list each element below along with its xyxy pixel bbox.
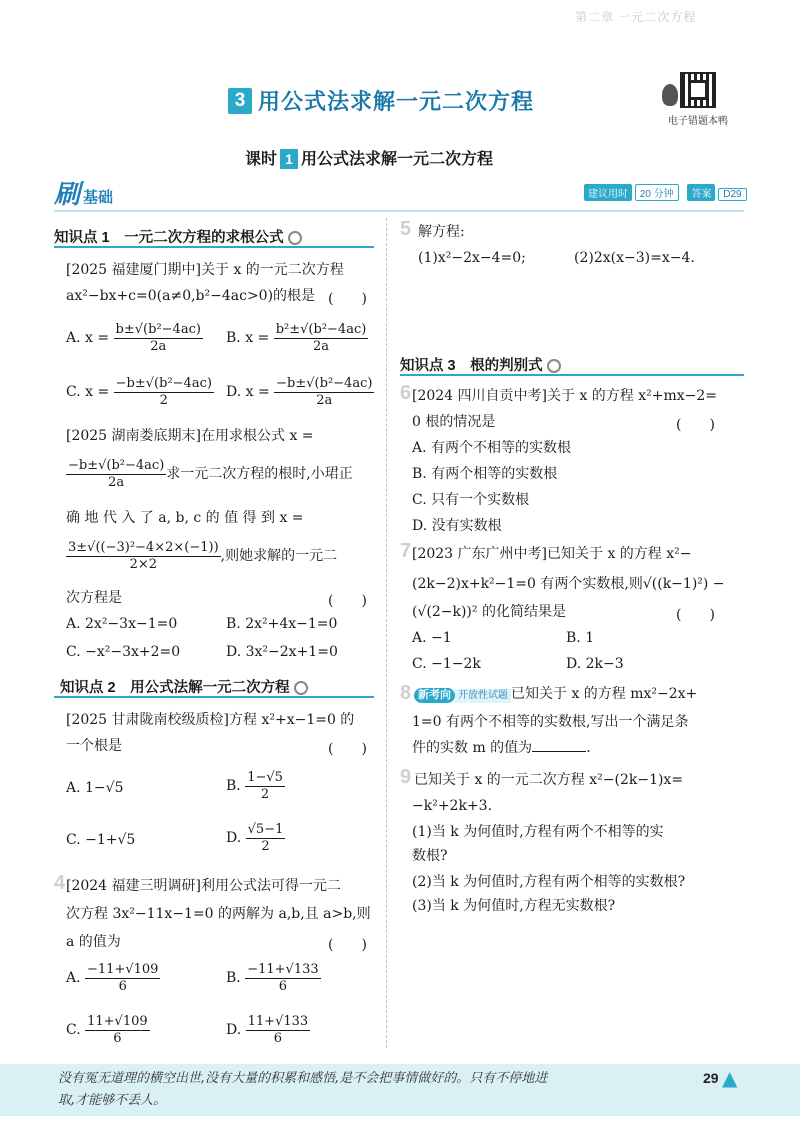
pin-icon <box>547 359 561 373</box>
q6-line2: 0 根的情况是 <box>412 414 496 430</box>
column-divider <box>386 218 387 1048</box>
q8-line1: 新考向 开放性试题 已知关于 x 的方程 mx²−2x+ <box>414 686 697 703</box>
q9-number: 9 <box>400 766 412 788</box>
footer-quote <box>58 1068 547 1112</box>
q3-line1: [2025 甘肃陇南校级质检]方程 x²+x−1=0 的 <box>66 712 355 728</box>
kp3-title: 知识点 3 根的判别式 <box>400 354 561 375</box>
q5-line1: 解方程: <box>418 224 465 240</box>
q1-option-a[interactable]: A. x = $\frac{\text{b±√(b²−4ac)}}{2a}$ <box>66 322 201 354</box>
q1-option-d[interactable]: D. x = $\frac{\text{−b±√(b²−4ac)}}{2a}$ <box>226 376 373 408</box>
q6-line1: [2024 四川自贡中考]关于 x 的方程 x²+mx−2= <box>412 388 718 404</box>
time-label: 建议用时 <box>584 184 632 201</box>
badge-new-direction: 新考向 <box>414 688 455 703</box>
q5-number: 5 <box>400 218 412 240</box>
kp2-underline <box>54 696 374 698</box>
q9-part2: (2)当 k 为何值时,方程有两个相等的实数根? <box>412 874 686 890</box>
kp3-underline <box>400 374 744 376</box>
q1-line1: [2025 福建厦门期中]关于 x 的一元二次方程 <box>66 262 344 278</box>
q2-answer-paren[interactable]: ( ) <box>328 593 367 609</box>
q2-option-a[interactable]: A. 2x²−3x−1=0 <box>66 616 178 632</box>
q2-line3: 确 地 代 入 了 a, b, c 的 值 得 到 x = <box>66 510 304 526</box>
q6-option-c[interactable]: C. 只有一个实数根 <box>412 492 530 508</box>
q5-part2: (2)2x(x−3)=x−4. <box>574 250 695 266</box>
q7-line2: (2k−2)x+k²−1=0 有两个实数根,则√((k−1)²) − <box>412 576 725 592</box>
mascot-icon <box>662 84 678 106</box>
answer-label: 答案 <box>687 184 715 201</box>
q2-line2: $\frac{\text{−b±√(b²−4ac)}}{2a}$ 求一元二次方程的根时,小珺正 <box>68 458 353 490</box>
q2-line4: $\frac{\text{3±√((−3)²−4×2×(−1))}}{2\times 2}$ ,则她求解的一元二 <box>68 540 338 572</box>
q3-option-a[interactable]: A. 1−√5 <box>66 780 124 796</box>
q8-number: 8 <box>400 682 412 704</box>
page-number: 29 <box>703 1070 719 1086</box>
q6-option-b[interactable]: B. 有两个相等的实数根 <box>412 466 558 482</box>
q1-option-b[interactable]: B. x = $\frac{\text{b²±√(b²−4ac)}}{2a}$ <box>226 322 367 354</box>
q7-answer-paren[interactable]: ( ) <box>676 607 715 623</box>
q7-line1: [2023 广东广州中考]已知关于 x 的方程 x²− <box>412 546 692 562</box>
pin-icon <box>294 681 308 695</box>
q4-option-a[interactable]: A. $\frac{-11+√109}{6}$ <box>66 962 159 994</box>
page-decoration-icon: ▲ <box>722 1066 738 1090</box>
q5-part1: (1)x²−2x−4=0; <box>418 250 526 266</box>
badge-open-question: 开放性试题 <box>455 689 511 703</box>
q2-option-b[interactable]: B. 2x²+4x−1=0 <box>226 616 338 632</box>
q7-line3: (√(2−k))² 的化简结果是 <box>412 604 566 620</box>
section-number: 3 <box>228 88 252 114</box>
footer-quote-line1: 没有冤无道理的横空出世,没有大量的积累和感悟,是不会把事情做好的。只有不停地进 <box>58 1071 548 1086</box>
header-band <box>54 210 744 212</box>
q2-option-d[interactable]: D. 3x²−2x+1=0 <box>226 644 338 660</box>
q7-number: 7 <box>400 540 412 562</box>
q1-line2: ax²−bx+c=0(a≠0,b²−4ac>0)的根是 <box>66 288 316 304</box>
q4-option-d[interactable]: D. $\frac{11+√133}{6}$ <box>226 1014 309 1046</box>
q9-line1: 已知关于 x 的一元二次方程 x²−(2k−1)x= <box>414 772 684 788</box>
q1-option-c[interactable]: C. x = $\frac{\text{−b±√(b²−4ac)}}{2}$ <box>66 376 212 408</box>
qr-code-icon[interactable] <box>680 72 716 108</box>
q4-line1: [2024 福建三明调研]利用公式法可得一元二 <box>66 878 342 894</box>
q3-option-d[interactable]: D. $\frac{√5-1}{2}$ <box>226 822 284 854</box>
q6-number: 6 <box>400 382 412 404</box>
q9-part1a: (1)当 k 为何值时,方程有两个不相等的实 <box>412 824 664 840</box>
q7-option-d[interactable]: D. 2k−3 <box>566 656 624 672</box>
q9-part1b: 数根? <box>412 848 448 864</box>
q4-line3: a 的值为 <box>66 934 121 950</box>
jichu-label: 基础 <box>83 189 114 206</box>
q9-part3: (3)当 k 为何值时,方程无实数根? <box>412 898 616 914</box>
q2-line5: 次方程是 <box>66 590 122 606</box>
lesson-prefix: 课时 <box>245 151 278 168</box>
q2-option-c[interactable]: C. −x²−3x+2=0 <box>66 644 181 660</box>
q7-option-c[interactable]: C. −1−2k <box>412 656 481 672</box>
q3-option-c[interactable]: C. −1+√5 <box>66 832 136 848</box>
lesson-number: 1 <box>280 149 298 169</box>
q4-line2: 次方程 3x²−11x−1=0 的两解为 a,b,且 a>b,则 <box>66 906 371 922</box>
time-value: 20 分钟 <box>635 184 679 201</box>
kp1-underline <box>54 246 374 248</box>
q7-option-b[interactable]: B. 1 <box>566 630 595 646</box>
lesson-title <box>245 146 493 169</box>
q6-option-a[interactable]: A. 有两个不相等的实数根 <box>412 440 572 456</box>
time-info <box>584 184 753 201</box>
pin-icon <box>288 231 302 245</box>
lesson-title-text: 用公式法求解一元二次方程 <box>301 151 494 168</box>
q7-option-a[interactable]: A. −1 <box>412 630 452 646</box>
chapter-tag: 第二章 一元二次方程 <box>575 10 697 24</box>
q1-answer-paren[interactable]: ( ) <box>328 291 367 307</box>
q4-number: 4 <box>54 872 66 894</box>
qr-label: 电子错题本鸭 <box>668 116 728 127</box>
q4-option-c[interactable]: C. $\frac{11+√109}{6}$ <box>66 1014 148 1046</box>
q6-option-d[interactable]: D. 没有实数根 <box>412 518 502 534</box>
kp2-title: 知识点 2 用公式法解一元二次方程 <box>60 676 308 697</box>
q8-line3: 件的实数 m 的值为 . <box>412 740 591 756</box>
section-title: 用公式法求解一元二次方程 <box>258 89 535 114</box>
q3-answer-paren[interactable]: ( ) <box>328 741 367 757</box>
kp1-title: 知识点 1 一元二次方程的求根公式 <box>54 226 302 247</box>
q4-answer-paren[interactable]: ( ) <box>328 937 367 953</box>
q8-line2: 1=0 有两个不相等的实数根,写出一个满足条 <box>412 714 689 730</box>
q8-answer-blank[interactable] <box>532 751 586 752</box>
footer-quote-line2: 取,才能够不丢人。 <box>58 1093 167 1109</box>
q6-answer-paren[interactable]: ( ) <box>676 417 715 433</box>
q3-option-b[interactable]: B. $\frac{1-√5}{2}$ <box>226 770 283 802</box>
q2-line1: [2025 湖南娄底期末]在用求根公式 x = <box>66 428 314 444</box>
q4-option-b[interactable]: B. $\frac{-11+√133}{6}$ <box>226 962 319 994</box>
answer-page: D29 <box>718 188 746 201</box>
q9-line2: −k²+2k+3. <box>412 798 493 814</box>
q3-line2: 一个根是 <box>66 738 122 754</box>
shua-logo: 刷 <box>54 179 81 209</box>
